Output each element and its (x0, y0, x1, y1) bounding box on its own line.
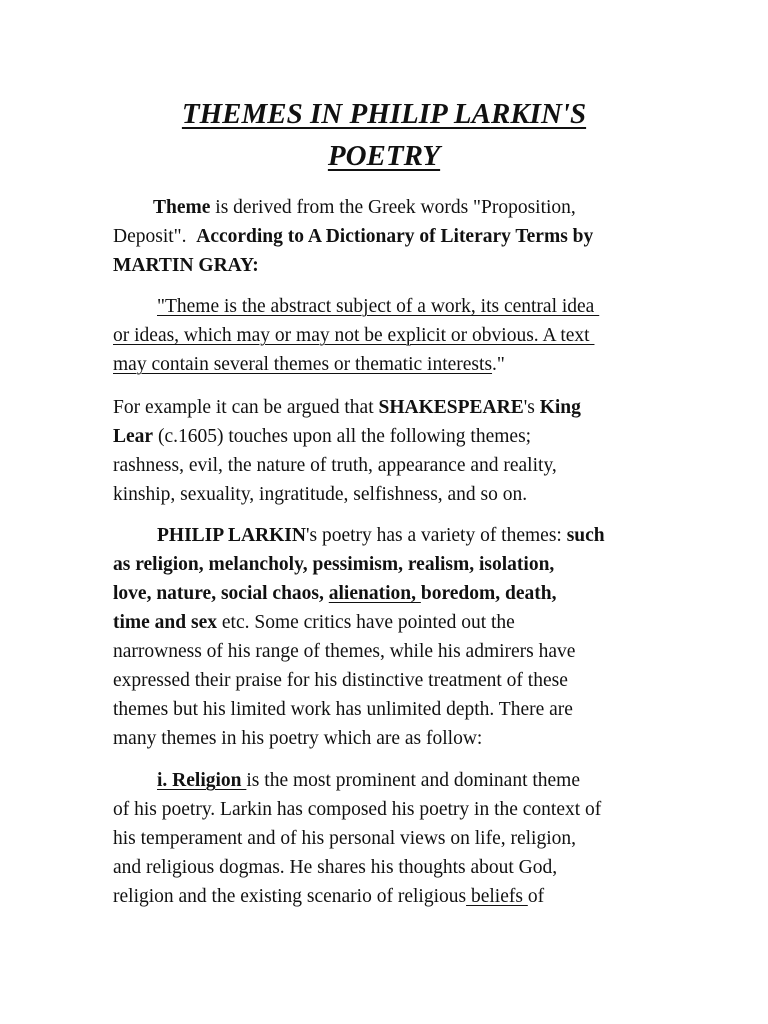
text-line (113, 608, 673, 637)
text-line (113, 882, 673, 911)
bold-text: MARTIN GRAY: (113, 255, 259, 276)
text-line (113, 579, 673, 608)
underlined-text: beliefs (466, 886, 528, 907)
text-run: ." (492, 354, 505, 375)
bold-text: According to A Dictionary of Literary Terms by (196, 226, 594, 247)
text-line (113, 292, 673, 321)
text-line (113, 251, 673, 280)
text-line: narrowness of his range of themes, while his admirers have (113, 641, 576, 662)
text-run: For example it can be argued that (113, 397, 379, 418)
text-line: and religious dogmas. He shares his thoughts about God, (113, 857, 558, 878)
bold-text: love, nature, social chaos, (113, 583, 329, 604)
text-line (113, 321, 673, 350)
text-run: of (527, 886, 545, 907)
bold-text: King (539, 397, 581, 418)
bold-text: as religion, melancholy, pessimism, realism, isolation, (113, 554, 555, 575)
text-run: is the most prominent and dominant theme (246, 770, 581, 791)
text-run: (c.1605) touches upon all the following themes; (153, 426, 532, 447)
text-line (113, 350, 673, 379)
paragraph-religion (113, 766, 673, 911)
paragraph-example (113, 393, 673, 509)
text-line: rashness, evil, the nature of truth, appearance and reality, (113, 455, 557, 476)
text-line (113, 766, 673, 795)
text-line: many themes in his poetry which are as follow: (113, 728, 483, 749)
bold-text: Lear (113, 426, 154, 447)
text-run: is derived from the Greek words "Proposition, (210, 197, 576, 218)
bold-term: Theme (153, 197, 211, 218)
text-line (113, 193, 673, 222)
text-line: of his poetry. Larkin has composed his poetry in the context of (113, 799, 602, 820)
text-run: 's (523, 397, 540, 418)
text-line (113, 222, 673, 251)
bold-text: SHAKESPEARE (378, 397, 524, 418)
text-line (113, 422, 673, 451)
text-run: religion and the existing scenario of religious (113, 886, 467, 907)
section-heading-religion: i. Religion (157, 770, 247, 791)
bold-text: such (566, 525, 605, 546)
text-run: 's poetry has a variety of themes: (305, 525, 567, 546)
underlined-quote: or ideas, which may or may not be explicit or obvious. A text (113, 325, 595, 346)
underlined-quote: may contain several themes or thematic interests (113, 354, 493, 375)
text-run: Deposit". (113, 226, 197, 247)
page-title-line-1: THEMES IN PHILIP LARKIN'S (181, 98, 587, 130)
bold-text: boredom, death, (420, 583, 557, 604)
text-line: kinship, sexuality, ingratitude, selfishness, and so on. (113, 484, 528, 505)
bold-text: time and sex (113, 612, 217, 633)
quote-block (113, 292, 673, 379)
text-run: etc. Some critics have pointed out the (217, 612, 515, 633)
text-line (113, 393, 673, 422)
text-line: his temperament and of his personal views on life, religion, (113, 828, 577, 849)
text-line: expressed their praise for his distinctive treatment of these (113, 670, 568, 691)
text-line (113, 521, 673, 550)
underlined-bold-text: alienation, (328, 583, 421, 604)
bold-text: PHILIP LARKIN (157, 525, 306, 546)
underlined-quote: "Theme is the abstract subject of a work, its central idea (157, 296, 600, 317)
paragraph-larkin-themes (113, 521, 673, 753)
page-title-line-2: POETRY (327, 140, 441, 172)
text-line (113, 550, 673, 579)
paragraph-definition (113, 193, 673, 280)
text-line: themes but his limited work has unlimited depth. There are (113, 699, 573, 720)
